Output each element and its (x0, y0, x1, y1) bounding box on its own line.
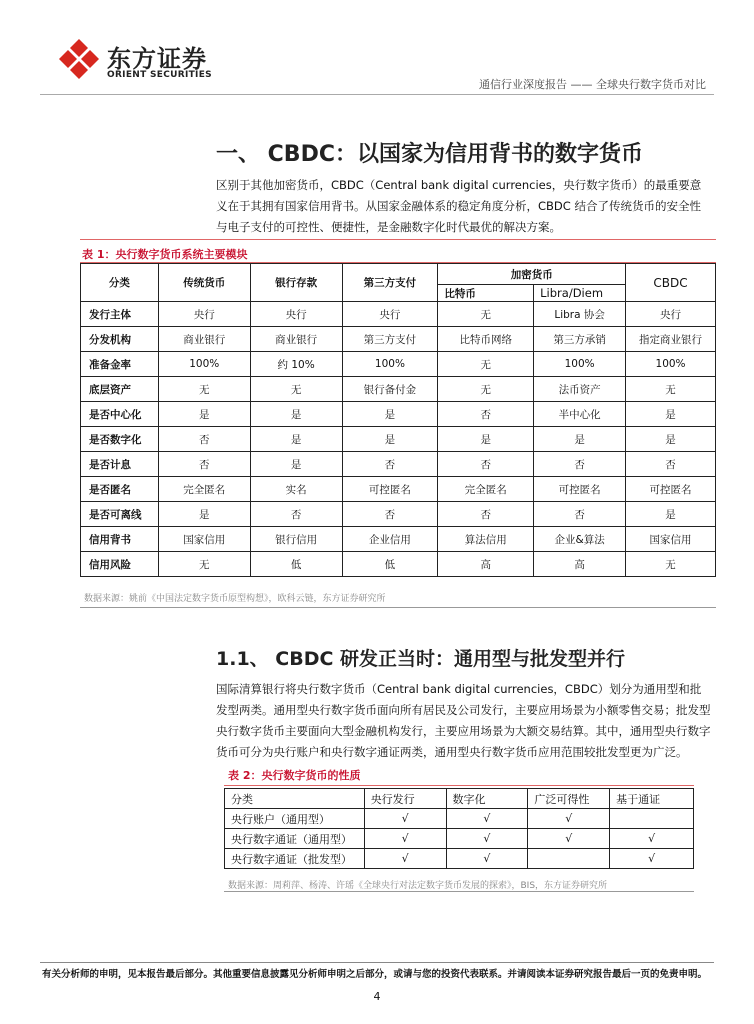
report-info: 通信行业深度报告 —— 全球央行数字货币对比 (479, 78, 706, 91)
table-row: 信用风险 无 低 低 高 高 无 (81, 552, 716, 577)
table-row: 是否数字化 否 是 是 是 是 是 (81, 427, 716, 452)
page-number: 4 (373, 990, 381, 1003)
header-libra: Libra/Diem (534, 285, 626, 302)
table-header-row: 分类 央行发行 数字化 广泛可得性 基于通证 (225, 789, 694, 809)
section-heading-2: 1.1、 CBDC 研发正当时：通用型与批发型并行 (216, 648, 626, 670)
table2-bottom-rule (224, 891, 694, 892)
table-row: 是否中心化 是 是 是 否 半中心化 是 (81, 402, 716, 427)
table-row: 是否可离线 是 否 否 否 否 是 (81, 502, 716, 527)
section-paragraph-1: 区别于其他加密货币，CBDC（Central bank digital currencies，央行数字货币）的最重要意义在于其拥有国家信用背书。从国家金融体系的稳定角度分析，CBDC 结合了传统货币的安全性与电子支付的可控性、便捷性，是金融数字化时代最优的解决方案。 (216, 178, 702, 234)
company-name-cn: 东方证券 (107, 45, 207, 73)
table2-title-rule (224, 785, 694, 786)
table-row: 底层资产 无 无 银行备付金 无 法币资产 无 (81, 377, 716, 402)
table1-bottom-rule (80, 607, 716, 608)
footer-disclaimer: 有关分析师的申明，见本报告最后部分。其他重要信息披露见分析师申明之后部分，或请与您的投资代表联系。并请阅读本证券研究报告最后一页的免责申明。 (42, 969, 708, 980)
table-row: 央行账户（通用型） √ √ √ (225, 809, 694, 829)
table-row: 发行主体 央行 央行 央行 无 Libra 协会 央行 (81, 302, 716, 327)
table1 (80, 263, 716, 577)
table-row: 信用背书 国家信用 银行信用 企业信用 算法信用 企业&算法 国家信用 (81, 527, 716, 552)
section-paragraph-2: 国际清算银行将央行数字货币（Central bank digital currencies，CBDC）划分为通用型和批发型两类。通用型央行数字货币面向所有居民及公司发行，主要应用场景为小额零售交易；批发型央行数字货币主要面向大型金融机构发行，主要应用场景为大额交易结算。其中，通用型央行数字货币可分为央行账户和央行数字通证两类，通用型央行数字货币应用范围较批发型更为广泛。 (216, 682, 711, 759)
company-name-en: ORIENT SECURITIES (107, 70, 212, 80)
table-row: 是否匿名 完全匿名 实名 可控匿名 完全匿名 可控匿名 可控匿名 (81, 477, 716, 502)
header-crypto: 加密货币 (438, 264, 626, 285)
header-cbdc: CBDC (626, 264, 716, 302)
table1-title: 表 1：央行数字货币系统主要模块 (82, 248, 248, 261)
header-traditional: 传统货币 (158, 264, 250, 302)
table2-title: 表 2：央行数字货币的性质 (228, 769, 361, 782)
table1-source: 数据来源：姚前《中国法定数字货币原型构想》，欧科云链，东方证券研究所 (84, 594, 386, 604)
orient-securities-logo-icon (58, 38, 100, 80)
header-third-party: 第三方支付 (342, 264, 438, 302)
header-divider (40, 94, 714, 95)
table1-top-rule (80, 239, 716, 240)
section-heading-1: 一、 CBDC：以国家为信用背书的数字货币 (216, 142, 643, 167)
table-row: 分发机构 商业银行 商业银行 第三方支付 比特币网络 第三方承销 指定商业银行 (81, 327, 716, 352)
table-row: 央行数字通证（批发型） √ √ √ (225, 849, 694, 869)
table-row: 央行数字通证（通用型） √ √ √ √ (225, 829, 694, 849)
header-deposit: 银行存款 (250, 264, 342, 302)
header-category: 分类 (81, 264, 159, 302)
header-bitcoin: 比特币 (438, 285, 534, 302)
table2-source: 数据来源：周莉萍、杨涛、许瑶《全球央行对法定数字货币发展的探索》，BIS，东方证券研究所 (228, 881, 608, 891)
table-row: 是否计息 否 是 否 否 否 否 (81, 452, 716, 477)
table-row: 准备金率 100% 约 10% 100% 无 100% 100% (81, 352, 716, 377)
footer-divider (40, 962, 714, 963)
table2 (224, 788, 694, 869)
